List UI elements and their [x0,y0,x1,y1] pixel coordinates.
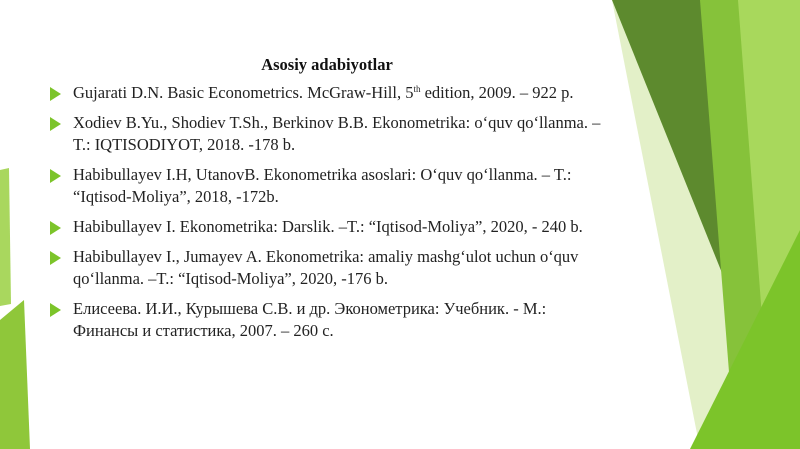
reference-item [48,164,608,208]
reference-text-main: Habibullayev I.H, UtanovB. Ekonometrika asoslari: O‘quv qo‘llanma. – T.: “Iqtisod-Moliya”, 2018, -172b. [73,165,572,206]
reference-list [48,82,608,350]
reference-text-main: Habibullayev I. Ekonometrika: Darslik. –T.: “Iqtisod-Moliya”, 2020, - 240 b. [73,217,583,236]
triangle-bullet-icon [50,117,61,131]
reference-item [48,82,608,104]
reference-item [48,112,608,156]
triangle-bullet-icon [50,87,61,101]
reference-text-main: Habibullayev I., Jumayev A. Ekonometrika: amaliy mashg‘ulot uchun o‘quv qo‘llanma. –T.: “Iqtisod-Moliya”, 2020, -176 b. [73,247,579,288]
reference-text-main: Xodiev B.Yu., Shodiev T.Sh., Berkinov B.B. Ekonometrika: o‘quv qo‘llanma. –T.: IQTISODIYOT, 2018. -178 b. [73,113,601,154]
reference-text [73,83,574,102]
triangle-bullet-icon [50,221,61,235]
left-edge-stripe-bottom [0,300,30,449]
reference-item [48,216,608,238]
reference-item [48,246,608,290]
reference-text [73,299,546,340]
reference-superscript: th [413,84,421,94]
reference-text [73,113,600,154]
reference-text [73,165,571,206]
reference-text [73,247,578,288]
slide-title: Asosiy adabiyotlar [261,55,393,74]
reference-item [48,298,608,342]
reference-text [73,217,583,236]
triangle-bullet-icon [50,169,61,183]
reference-text-tail: edition, 2009. – 922 p. [420,83,574,102]
triangle-bullet-icon [50,251,61,265]
reference-text-main: Елисеева. И.И., Курышева С.В. и др. Эконометрика: Учебник. - М.: Финансы и статистика, 2007. – 260 с. [73,299,547,340]
reference-text-main: Gujarati D.N. Basic Econometrics. McGraw-Hill, 5 [73,83,414,102]
left-edge-stripe-top [0,168,11,306]
triangle-bullet-icon [50,303,61,317]
